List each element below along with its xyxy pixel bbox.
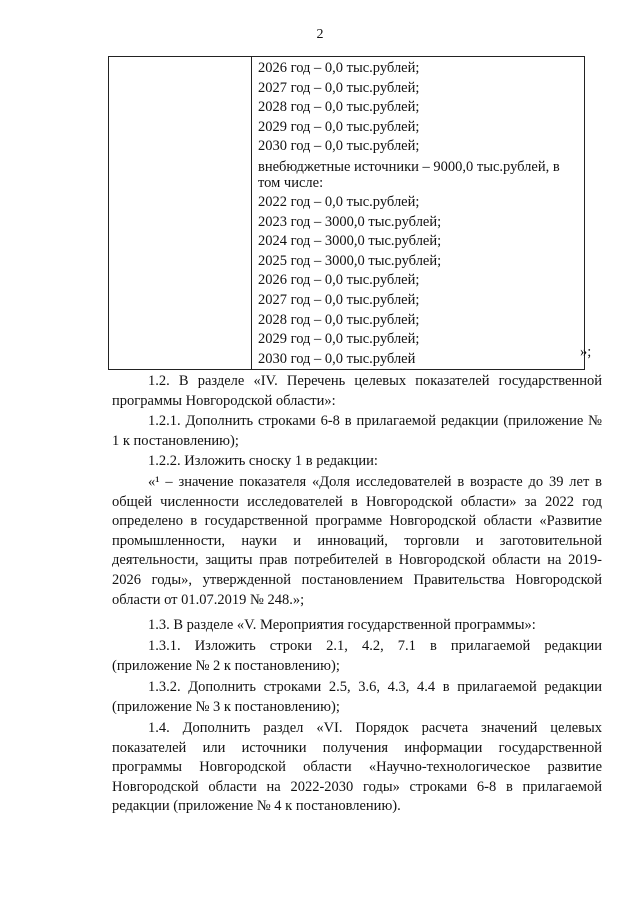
page-number: 2	[316, 27, 324, 42]
table-right-cell	[252, 57, 585, 370]
paragraph-1-4: 1.4. Дополнить раздел «VI. Порядок расчета значений целевых показателей или источники получения информации государственной программы Новгородской области «Научно-технологическое развитие Новгородской области на 2022-2030 годы» строками 6-8 в прилагаемой редакции (приложение № 4 к постановлению).	[112, 720, 602, 815]
paragraph-block-3	[112, 452, 602, 472]
funding-line: 2025 год – 3000,0 тыс.рублей;	[258, 252, 442, 269]
paragraph-1-2-2: 1.2.2. Изложить сноску 1 в редакции:	[148, 453, 378, 469]
paragraph-block-5	[112, 616, 602, 636]
paragraph-1-2: 1.2. В разделе «IV. Перечень целевых показателей государственной программы Новгородской области»:	[112, 373, 602, 409]
funding-line: 2027 год – 0,0 тыс.рублей;	[258, 291, 420, 308]
footnote-text: «¹ – значение показателя «Доля исследователей в возрасте до 39 лет в общей численности исследователей в Новгородской области» за 2022 год определено в государственной программе Новгородской области «Развитие промышленности, науки и инноваций, торговли и заготовительной деятельности, защиты прав потребителей в Новгородской области на 2019-2026 годы», утвержденной постановлением Правительства Новгородской области от 01.07.2019 № 248.»;	[112, 474, 602, 608]
budget-table	[108, 56, 585, 370]
funding-line: 2030 год – 0,0 тыс.рублей	[258, 350, 416, 367]
funding-line: 2029 год – 0,0 тыс.рублей;	[258, 331, 420, 348]
funding-line: 2022 год – 0,0 тыс.рублей;	[258, 193, 420, 210]
paragraph-block-7	[112, 678, 602, 717]
paragraph-block-1	[112, 372, 602, 411]
table-row	[109, 57, 585, 370]
table-left-cell	[109, 57, 252, 370]
funding-line: 2027 год – 0,0 тыс.рублей;	[258, 79, 420, 96]
funding-line: 2023 год – 3000,0 тыс.рублей;	[258, 213, 442, 230]
closing-quote: »;	[580, 344, 592, 360]
budget-table-wrapper	[108, 56, 585, 370]
funding-line: 2029 год – 0,0 тыс.рублей;	[258, 118, 420, 135]
funding-line: 2028 год – 0,0 тыс.рублей;	[258, 99, 420, 116]
funding-line: 2026 год – 0,0 тыс.рублей;	[258, 272, 420, 289]
paragraph-block-2	[112, 412, 602, 451]
paragraph-1-3: 1.3. В разделе «V. Мероприятия государственной программы»:	[148, 617, 536, 633]
funding-heading: внебюджетные источники – 9000,0 тыс.рублей, в том числе:	[258, 158, 560, 191]
funding-line: 2028 год – 0,0 тыс.рублей;	[258, 311, 420, 328]
funding-line: 2030 год – 0,0 тыс.рублей;	[258, 138, 420, 155]
paragraph-block-4	[112, 473, 602, 610]
paragraph-1-2-1: 1.2.1. Дополнить строками 6-8 в прилагаемой редакции (приложение № 1 к постановлению);	[112, 413, 602, 449]
paragraph-1-3-2: 1.3.2. Дополнить строками 2.5, 3.6, 4.3, 4.4 в прилагаемой редакции (приложение № 3 к постановлению);	[112, 679, 602, 715]
paragraph-block-8	[112, 719, 602, 817]
paragraph-block-6	[112, 637, 602, 676]
funding-line: 2024 год – 3000,0 тыс.рублей;	[258, 233, 442, 250]
paragraph-1-3-1: 1.3.1. Изложить строки 2.1, 4.2, 7.1 в прилагаемой редакции (приложение № 2 к постановлению);	[112, 638, 602, 674]
funding-line: 2026 год – 0,0 тыс.рублей;	[258, 60, 420, 76]
